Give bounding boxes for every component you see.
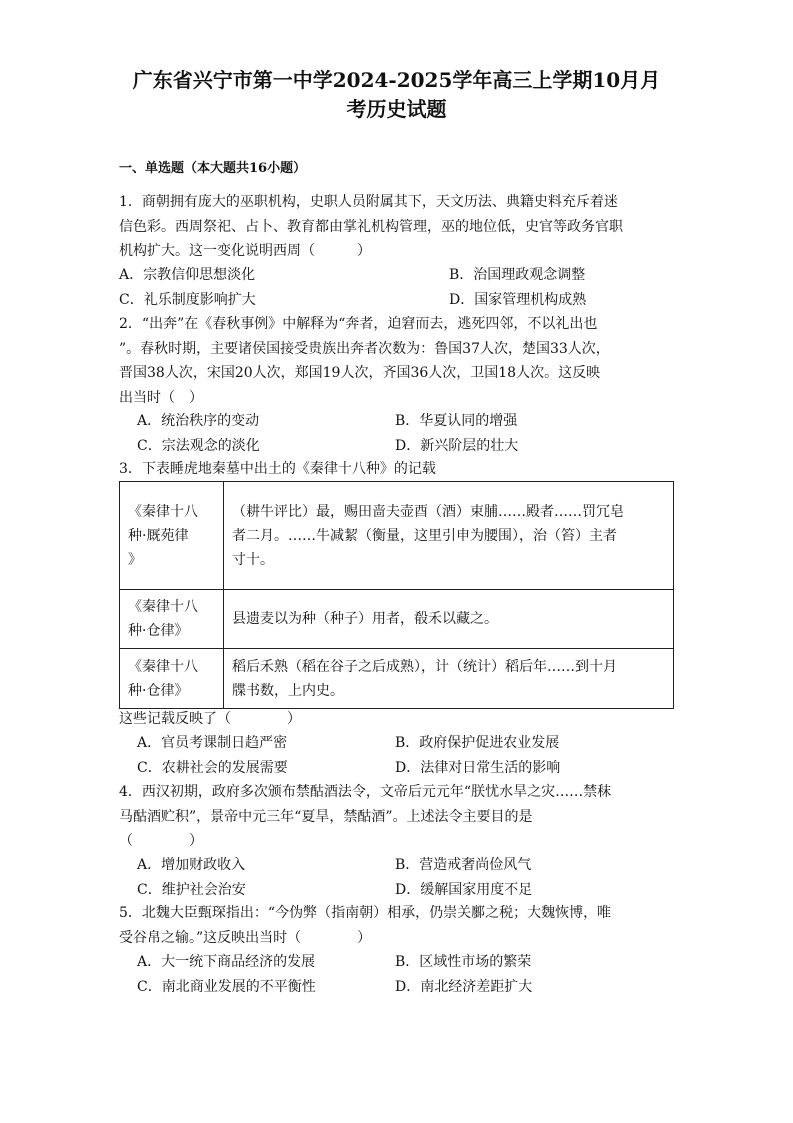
option-a[interactable]: A．统治秩序的变动 bbox=[137, 413, 260, 429]
question-1-options bbox=[119, 263, 679, 312]
section-heading: 一、单选题（本大题共16小题） bbox=[119, 161, 307, 176]
table-row bbox=[120, 590, 674, 649]
question-1-line: 1．商朝拥有庞大的巫职机构，史职人员附属其下，天文历法、典籍史料充斥着迷 bbox=[119, 194, 618, 210]
option-b[interactable]: B．区域性市场的繁荣 bbox=[395, 954, 532, 970]
question-4 bbox=[119, 780, 679, 854]
question-4-line: 4．西汉初期，政府多次颁布禁酤酒法令，文帝后元元年“朕忧水旱之灾……禁秣 bbox=[119, 784, 612, 800]
option-d[interactable]: D．缓解国家用度不足 bbox=[395, 881, 533, 898]
option-c[interactable]: C．维护社会治安 bbox=[137, 881, 246, 898]
question-1 bbox=[119, 190, 679, 264]
title-line-2: 考历史试题 bbox=[346, 97, 447, 121]
table-cell-text: 稻后禾熟（稻在谷子之后成熟），计（统计）稻后年……到十月 牒书数，上内史。 bbox=[224, 649, 674, 709]
table-cell-source: 《秦律十八 种·仓律》 bbox=[120, 649, 224, 709]
title-line-1: 广东省兴宁市第一中学2024-2025学年高三上学期10月月 bbox=[132, 68, 661, 92]
table-cell-source: 《秦律十八 种·仓律》 bbox=[120, 590, 224, 649]
option-a[interactable]: A．增加财政收入 bbox=[137, 857, 246, 873]
option-d[interactable]: D．国家管理机构成熟 bbox=[449, 291, 587, 308]
question-5-line: 5．北魏大臣甄琛指出：“今伪弊（指南朝）相承，仍崇关鄽之税；大魏恢博，唯 bbox=[119, 905, 612, 921]
question-2-line: 2．“出奔”在《春秋事例》中解释为“奔者，迫窘而去，逃死四邻，不以礼出也 bbox=[119, 316, 598, 332]
option-c[interactable]: C．南北商业发展的不平衡性 bbox=[137, 978, 316, 995]
question-3-line: 3．下表睡虎地秦墓中出土的《秦律十八种》的记载 bbox=[119, 461, 436, 477]
qin-law-table bbox=[119, 481, 674, 709]
question-1-line: 机构扩大。这一变化说明西周（ ） bbox=[119, 243, 371, 259]
question-4-line: 马酤酒贮积”，景帝中元三年“夏旱，禁酤酒”。上述法令主要目的是 bbox=[119, 808, 533, 825]
option-b[interactable]: B．治国理政观念调整 bbox=[449, 267, 586, 283]
option-b[interactable]: B．营造戒奢尚俭风气 bbox=[395, 857, 532, 873]
option-c[interactable]: C．农耕社会的发展需要 bbox=[137, 759, 288, 776]
table-cell-text: （耕牛评比）最，赐田啬夫壶酉（酒）束脯……殿者……罚冗皂 者二月。……牛减絜（衡量，这里引申为腰围），治（笞）主者 寸十。 bbox=[224, 482, 674, 590]
option-d[interactable]: D．新兴阶层的壮大 bbox=[395, 437, 519, 454]
option-c[interactable]: C．宗法观念的淡化 bbox=[137, 437, 260, 454]
option-d[interactable]: D．南北经济差距扩大 bbox=[395, 978, 533, 995]
option-b[interactable]: B．政府保护促进农业发展 bbox=[395, 735, 560, 751]
option-c[interactable]: C．礼乐制度影响扩大 bbox=[119, 291, 256, 308]
question-5-line: 受谷帛之输。”这反映出当时（ ） bbox=[119, 929, 372, 946]
question-5 bbox=[119, 901, 679, 950]
table-row bbox=[120, 649, 674, 709]
table-cell-source: 《秦律十八 种·厩苑律 》 bbox=[120, 482, 224, 590]
question-4-line: （ ） bbox=[119, 833, 203, 849]
question-2 bbox=[119, 312, 679, 410]
option-b[interactable]: B．华夏认同的增强 bbox=[395, 413, 518, 429]
option-a[interactable]: A．大一统下商品经济的发展 bbox=[137, 954, 316, 970]
option-d[interactable]: D．法律对日常生活的影响 bbox=[395, 759, 561, 776]
question-2-line: 晋国38人次，宋国20人次，郑国19人次，齐国36人次，卫国18人次。这反映 bbox=[119, 365, 601, 381]
question-1-line: 信色彩。西周祭祀、占卜、教育都由掌礼机构管理，巫的地位低，史官等政务官职 bbox=[119, 218, 623, 235]
question-3-options bbox=[137, 731, 697, 780]
table-cell-text: 县遗麦以为种（种子）用者，殽禾以藏之。 bbox=[224, 590, 674, 649]
question-2-options bbox=[137, 409, 697, 458]
question-3-intro bbox=[119, 457, 679, 482]
question-2-line: 出当时（ ） bbox=[119, 389, 203, 406]
question-4-options bbox=[137, 853, 697, 902]
question-3-stem bbox=[119, 707, 679, 732]
table-row bbox=[120, 482, 674, 590]
option-a[interactable]: A．宗教信仰思想淡化 bbox=[119, 267, 256, 283]
question-3-line: 这些记载反映了（ ） bbox=[119, 711, 301, 727]
option-a[interactable]: A．官员考课制日趋严密 bbox=[137, 735, 288, 751]
page-title bbox=[60, 66, 733, 124]
question-2-line: ”。春秋时期，主要诸侯国接受贵族出奔者次数为：鲁国37人次，楚国33人次， bbox=[119, 340, 610, 357]
question-5-options bbox=[137, 950, 697, 999]
